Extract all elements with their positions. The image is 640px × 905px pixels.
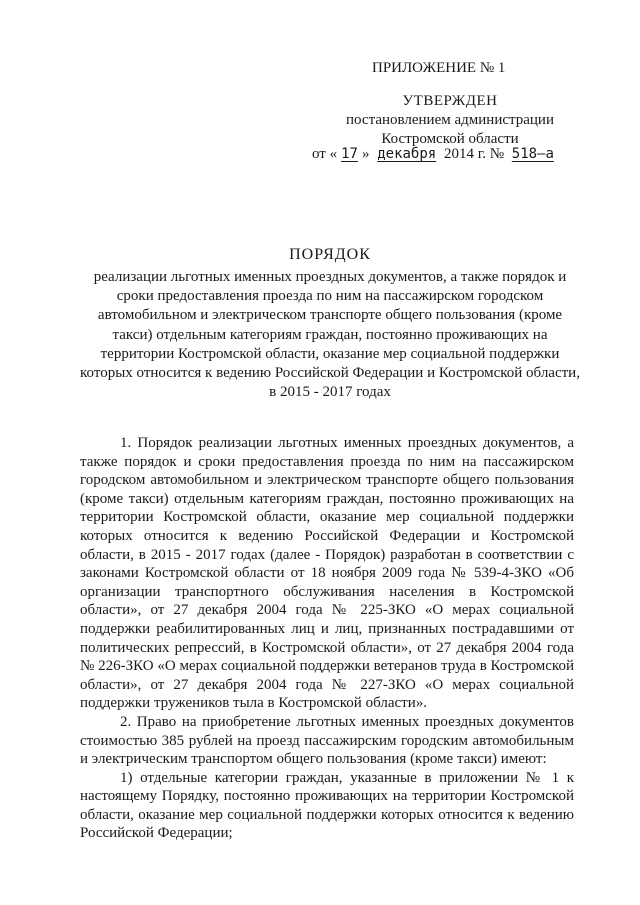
paragraph-1: 1. Порядок реализации льготных именных проездных документов, а также порядок и сроки предоставления проезда по ним на пассажирском городском автомобильном и электрическом транспорте общего пользования (кроме такси) отдельным категориям граждан, постоянно проживающих на территории Костромской области, оказание мер социальной поддержки которых относится к ведению Российской Федерации и Костромской области, в 2015 - 2017 годах (далее - Порядок) разработан в соответствии с законами Костромской области от 18 ноября 2009 года № 539-4-ЗКО «Об организации транспортного обслуживания населения в Костромской области», от 27 декабря 2004 года № 225-ЗКО «О мерах социальной поддержки реабилитированных лиц и лиц, признанных пострадавшими от политических репрессий, в Костромской области», от 27 декабря 2004 года № 226-ЗКО «О мерах социальной поддержки ветеранов труда в Костромской области», от 27 декабря 2004 года № 227-ЗКО «О мерах социальной поддержки тружеников тыла в Костромской области». — [80, 435, 574, 712]
document-title: ПОРЯДОК — [289, 246, 371, 263]
approved-by-line-2: Костромской области — [381, 131, 519, 147]
paragraph-3: 1) отдельные категории граждан, указанные в приложении № 1 к настоящему Порядку, постоянно проживающих на территории Костромской области, оказание мер социальной поддержки которых относится к ведению Российской Федерации; — [80, 769, 574, 842]
date-mid: » — [361, 146, 370, 162]
approval-block — [300, 92, 600, 149]
approved-by-line-1: постановлением администрации — [346, 112, 554, 128]
date-year: 2014 г. № — [443, 146, 505, 162]
document-body — [80, 434, 574, 843]
date-day: 17 — [341, 146, 358, 162]
appendix-label: ПРИЛОЖЕНИЕ № 1 — [372, 60, 506, 76]
paragraph-2: 2. Право на приобретение льготных именных проездных документов стоимостью 385 рублей на проезд пассажирским городским автомобильным и электрическим транспортом общего пользования (кроме такси) имеют: — [80, 713, 574, 768]
date-prefix: от « — [312, 146, 338, 162]
approved-heading: УТВЕРЖДЕН — [402, 93, 498, 109]
approval-date-line — [312, 146, 558, 163]
date-month: декабря — [377, 146, 437, 162]
title-block — [80, 246, 580, 402]
document-number: 518–а — [511, 146, 554, 162]
document-subtitle: реализации льготных именных проездных документов, а также порядок и сроки предоставления проезда по ним на пассажирском городском автомобильном и электрическом транспорте общего пользования (кроме такси) отдельным категориям граждан, постоянно проживающих на территории Костромской области, оказание мер социальной поддержки которых относится к ведению Российской Федерации и Костромской области, в 2015 - 2017 годах — [80, 269, 580, 401]
